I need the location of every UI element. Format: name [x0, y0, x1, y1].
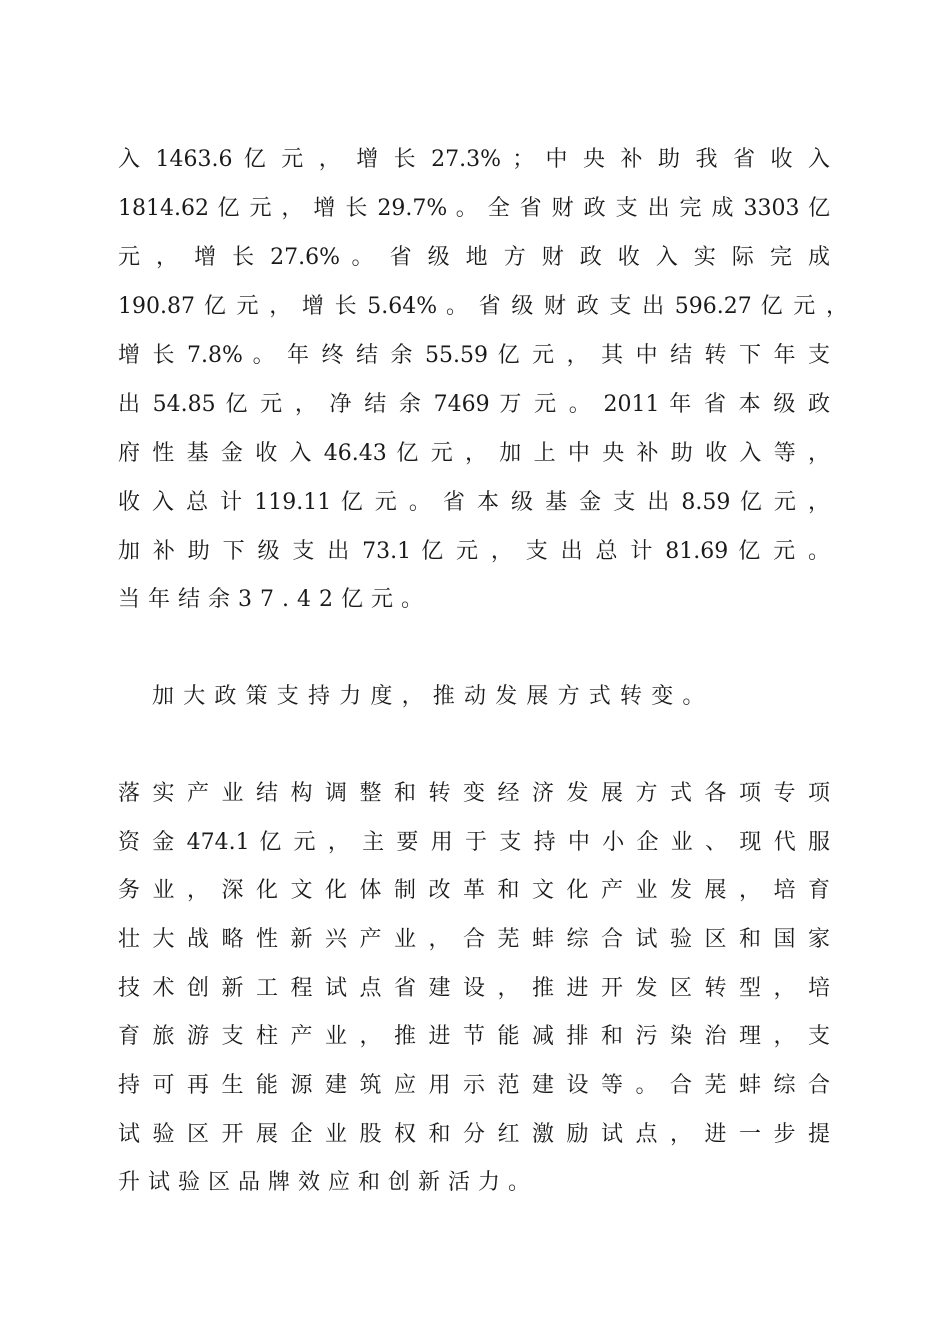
- text-line: 元 ， 增 长 27.6% 。 省 级 地 方 财 政 收 入 实 际 完 成: [118, 245, 830, 270]
- text-line: 壮 大 战 略 性 新 兴 产 业 ， 合 芜 蚌 综 合 试 验 区 和 国 家: [118, 927, 830, 952]
- text-line: 落 实 产 业 结 构 调 整 和 转 变 经 济 发 展 方 式 各 项 专 项: [118, 781, 830, 806]
- text-line: 当年结余37.42亿元。: [118, 587, 431, 612]
- text-line: 入 1463.6 亿 元 ， 增 长 27.3% ； 中 央 补 助 我 省 收 入: [118, 147, 830, 172]
- text-line: 1814.62 亿 元 ， 增 长 29.7% 。 全 省 财 政 支 出 完 成 3303 亿: [118, 196, 830, 221]
- text-line: 升试验区品牌效应和创新活力。: [118, 1170, 539, 1195]
- text-line: 收 入 总 计 119.11 亿 元 。 省 本 级 基 金 支 出 8.59 亿 元 ，: [118, 490, 830, 515]
- text-line: 府 性 基 金 收 入 46.43 亿 元 ， 加 上 中 央 补 助 收 入 等 ，: [118, 441, 830, 466]
- text-line: 持 可 再 生 能 源 建 筑 应 用 示 范 建 设 等 。 合 芜 蚌 综 合: [118, 1073, 830, 1098]
- text-line: 加 补 助 下 级 支 出 73.1 亿 元 ， 支 出 总 计 81.69 亿 元 。: [118, 539, 830, 564]
- text-line: 出 54.85 亿 元 ， 净 结 余 7469 万 元 。 2011 年 省 本 级 政: [118, 392, 830, 417]
- text-line: 增 长 7.8% 。 年 终 结 余 55.59 亿 元 ， 其 中 结 转 下 年 支: [118, 343, 830, 368]
- section-heading: 加大政策支持力度，推动发展方式转变。: [152, 684, 714, 709]
- text-line: 试 验 区 开 展 企 业 股 权 和 分 红 激 励 试 点 ， 进 一 步 提: [118, 1122, 830, 1147]
- text-line: 190.87 亿 元 ， 增 长 5.64% 。 省 级 财 政 支 出 596.27 亿 元 ，: [118, 294, 848, 319]
- text-line: 资 金 474.1 亿 元 ， 主 要 用 于 支 持 中 小 企 业 、 现 代 服: [118, 830, 830, 855]
- text-line: 育 旅 游 支 柱 产 业 ， 推 进 节 能 减 排 和 污 染 治 理 ， 支: [118, 1024, 830, 1049]
- text-line: 务 业 ， 深 化 文 化 体 制 改 革 和 文 化 产 业 发 展 ， 培 育: [118, 878, 830, 903]
- text-line: 技 术 创 新 工 程 试 点 省 建 设 ， 推 进 开 发 区 转 型 ， 培: [118, 976, 830, 1001]
